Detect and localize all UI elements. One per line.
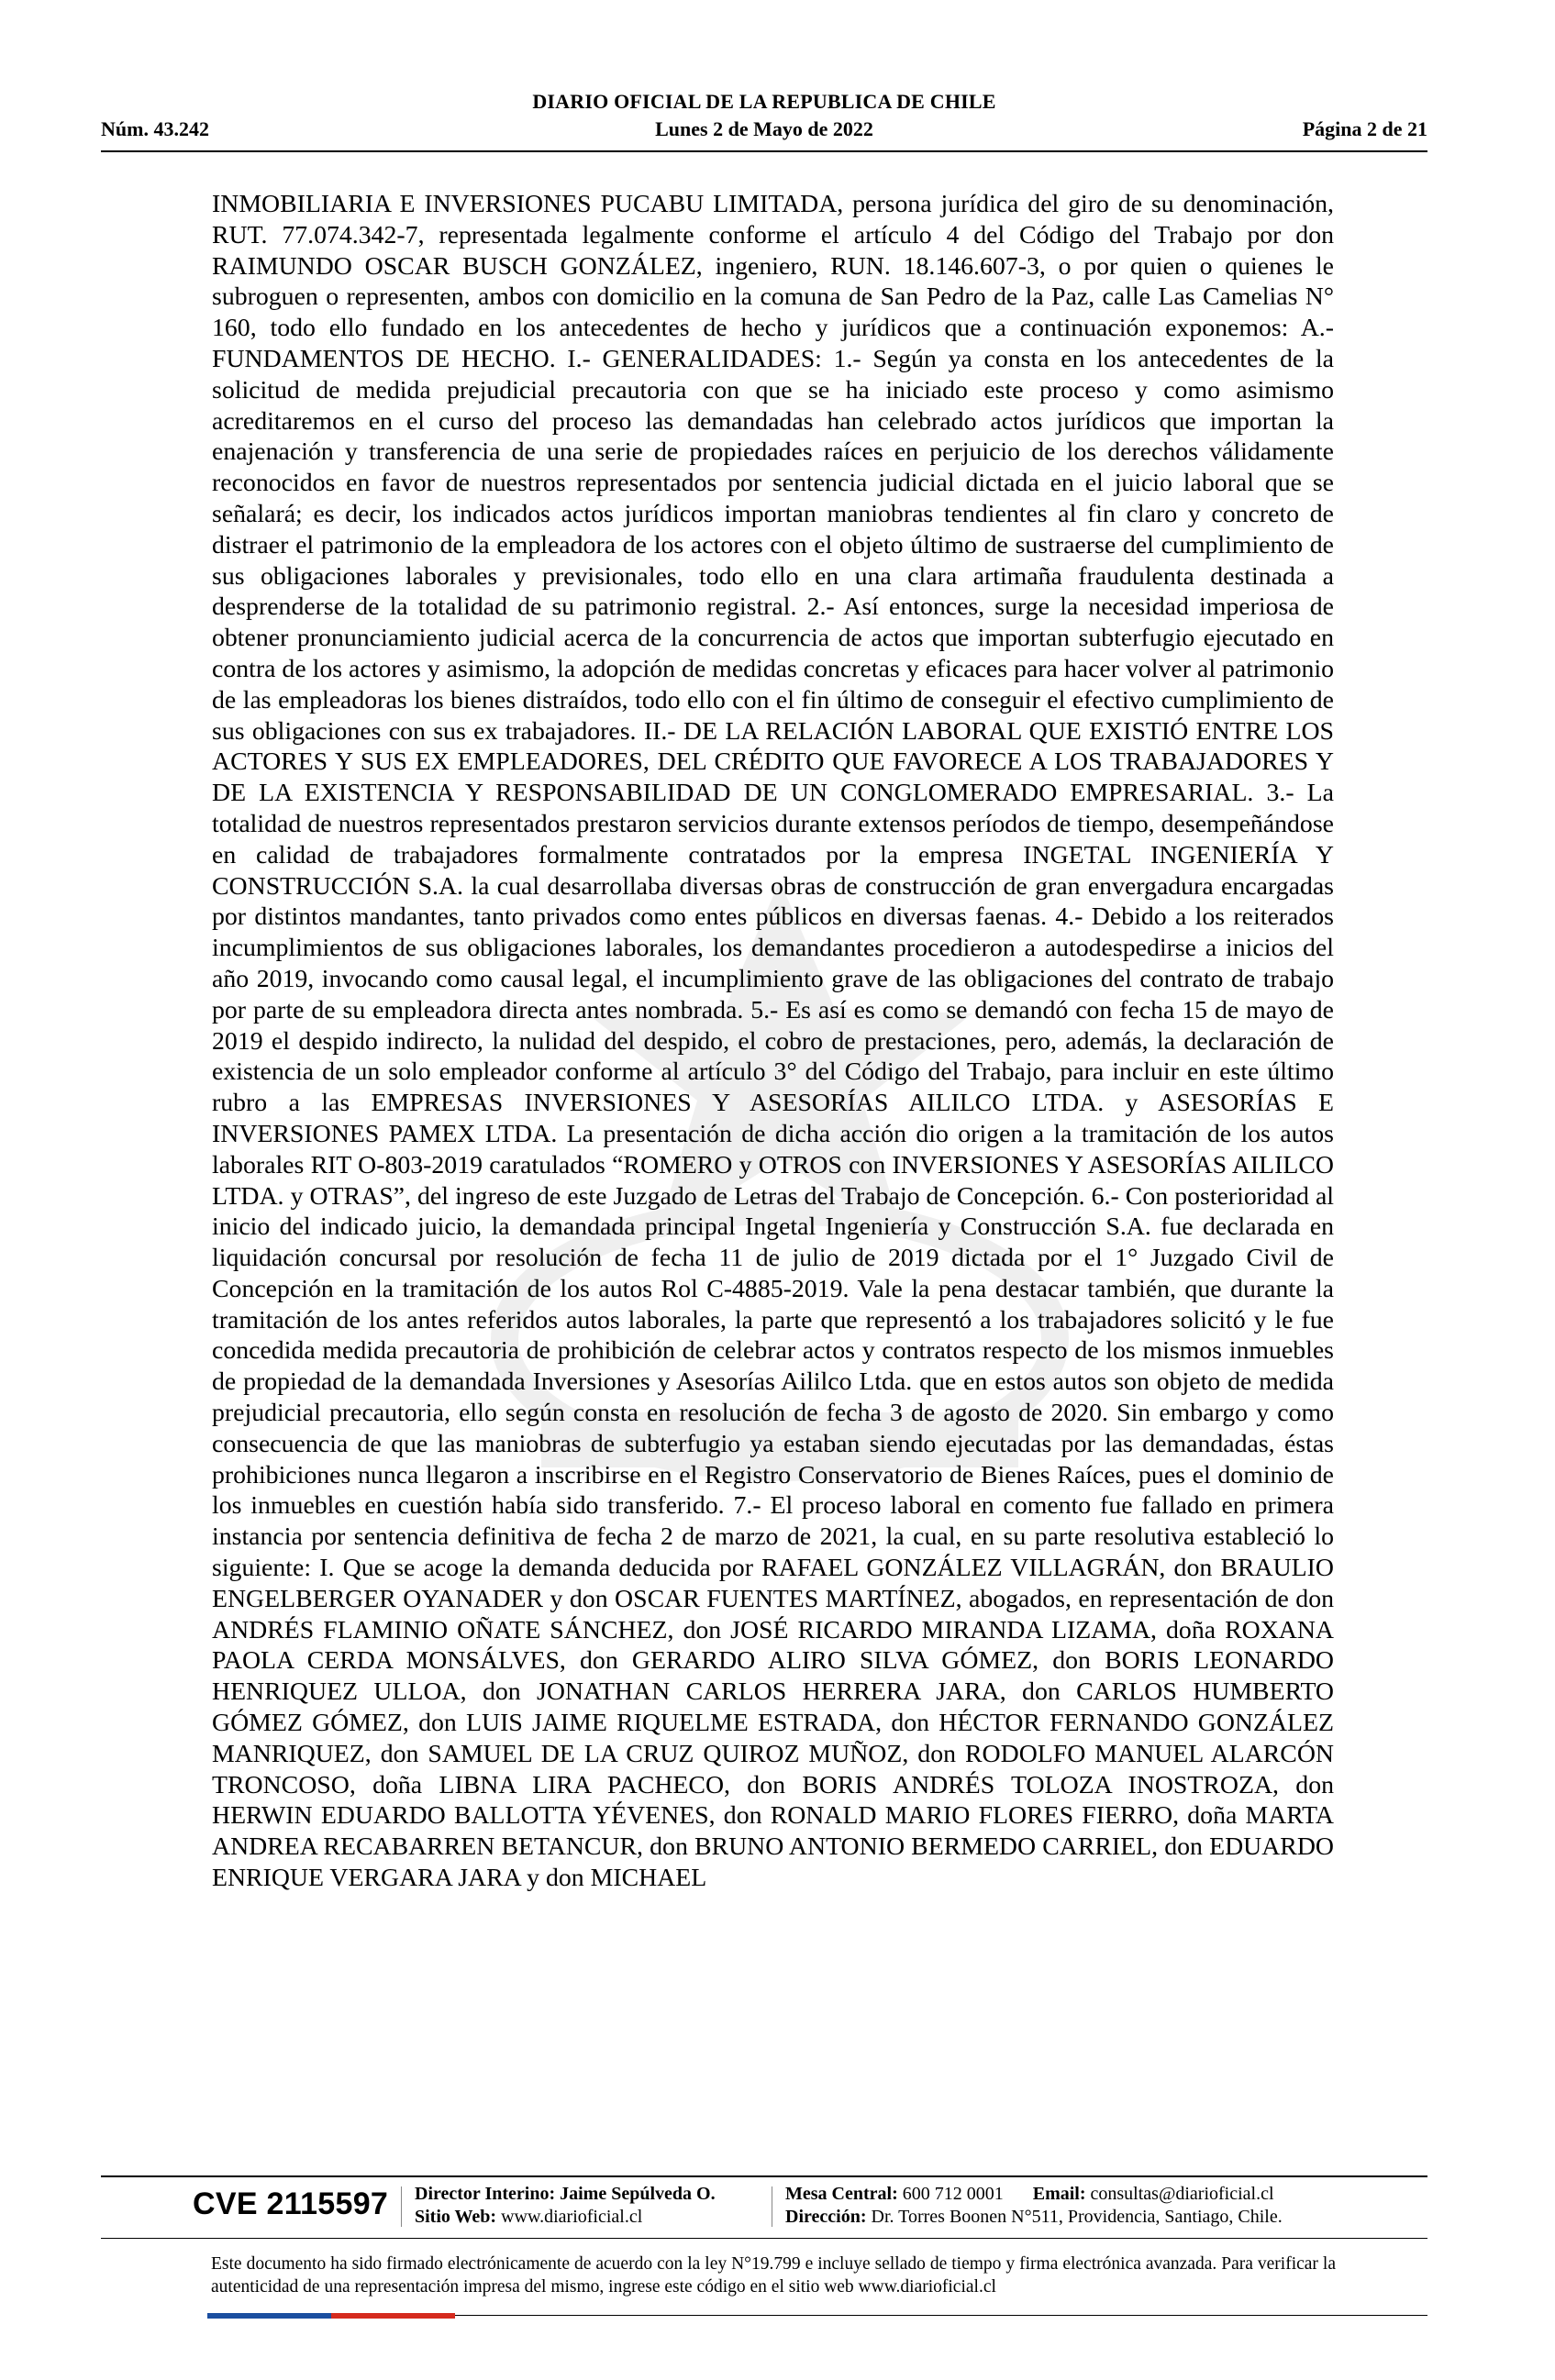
mesa-central-label: Mesa Central: (785, 2184, 898, 2204)
mesa-central-phone: 600 712 0001 (902, 2184, 1004, 2204)
cve-code: CVE 2115597 (193, 2186, 389, 2221)
footer-divider-top (101, 2175, 1427, 2177)
footer-divider-bottom (455, 2315, 1427, 2316)
header-divider (101, 150, 1427, 152)
issue-date: Lunes 2 de Mayo de 2022 (655, 117, 873, 140)
director-label: Director Interino: (415, 2184, 556, 2204)
document-body-text: INMOBILIARIA E INVERSIONES PUCABU LIMITADA, persona jurídica del giro de su denominación, RUT. 77.074.342-7, representada legalmente conforme el artículo 4 del Código del Trabajo por don RAIMUNDO OSCAR BUSCH GONZÁLEZ, ingeniero, RUN. 18.146.607-3, o por quien o quienes le subroguen o representen, ambos con domicilio en la comuna de San Pedro de la Paz, calle Las Camelias N° 160, todo ello fundado en los antecedentes de hecho y jurídicos que a continuación exponemos: A.- FUNDAMENTOS DE HECHO. I.- GENERALIDADES: 1.- Según ya consta en los antecedentes de la solicitud de medida prejudicial precautoria con que se ha iniciado este proceso y como asimismo acreditaremos en el curso del proceso las demandadas han celebrado actos jurídicos que importan la enajenación y transferencia de una serie de propiedades raíces en perjuicio de los derechos válidamente reconocidos en favor de nuestros representados por sentencia judicial dictada en el juicio laboral que se señalará; es decir, los indicados actos jurídicos importan maniobras tendientes al fin claro y concreto de distraer el patrimonio de la empleadora de los actores con el objeto último de sustraerse del cumplimiento de sus obligaciones laborales y previsionales, todo ello en una clara artimaña fraudulenta destinada a desprenderse de la totalidad de su patrimonio registral. 2.- Así entonces, surge la necesidad imperiosa de obtener pronunciamiento judicial acerca de la concurrencia de actos que importan subterfugio ejecutado en contra de los actores y asimismo, la adopción de medidas concretas y eficaces para hacer volver al patrimonio de las empleadoras los bienes distraídos, todo ello con el fin último de conseguir el efectivo cumplimiento de sus obligaciones con sus ex trabajadores. II.- DE LA RELACIÓN LABORAL QUE EXISTIÓ ENTRE LOS ACTORES Y SUS EX EMPLEADORES, DEL CRÉDITO QUE FAVORECE A LOS TRABAJADORES Y DE LA EXISTENCIA Y RESPONSABILIDAD DE UN CONGLOMERADO EMPRESARIAL. 3.- La totalidad de nuestros representados prestaron servicios durante extensos períodos de tiempo, desempeñándose en calidad de trabajadores formalmente contratados por la empresa INGETAL INGENIERÍA Y CONSTRUCCIÓN S.A. la cual desarrollaba diversas obras de construcción de gran envergadura encargadas por distintos mandantes, tanto privados como entes públicos en diversas faenas. 4.- Debido a los reiterados incumplimientos de sus obligaciones laborales, los demandantes procedieron a autodespedirse a inicios del año 2019, invocando como causal legal, el incumplimiento grave de las obligaciones del contrato de trabajo por parte de su empleadora directa antes nombrada. 5.- Es así es como se demandó con fecha 15 de mayo de 2019 el despido indirecto, la nulidad del despido, el cobro de prestaciones, pero, además, la declaración de existencia de un solo empleador conforme al artículo 3° del Código del Trabajo, para incluir en este último rubro a las EMPRESAS INVERSIONES Y ASESORÍAS AILILCO LTDA. y ASESORÍAS E INVERSIONES PAMEX LTDA. La presentación de dicha acción dio origen a la tramitación de los autos laborales RIT O-803-2019 caratulados “ROMERO y OTROS con INVERSIONES Y ASESORÍAS AILILCO LTDA. y OTRAS”, del ingreso de este Juzgado de Letras del Trabajo de Concepción. 6.- Con posterioridad al inicio del indicado juicio, la demandada principal Ingetal Ingeniería y Construcción S.A. fue declarada en liquidación concursal por resolución de fecha 11 de julio de 2019 dictada por el 1° Juzgado Civil de Concepción en la tramitación de los autos Rol C-4885-2019. Vale la pena destacar también, que durante la tramitación de los antes referidos autos laborales, la parte que representó a los trabajadores solicitó y le fue concedida medida precautoria de prohibición de celebrar actos y contratos respecto de los mismos inmuebles de propiedad de la demandada Inversiones y Asesorías Aililco Ltda. que en estos autos son objeto de medida prejudicial precautoria, ello según consta en resolución de fecha 3 de agosto de 2020. Sin embargo y como consecuencia de que las maniobras de subterfugio ya estaban siendo ejecutadas por las demandadas, éstas prohibiciones nunca llegaron a inscribirse en el Registro Conservatorio de Bienes Raíces, pues el dominio de los inmuebles en cuestión había sido transferido. 7.- El proceso laboral en comento fue fallado en primera instancia por sentencia definitiva de fecha 2 de marzo de 2021, la cual, en su parte resolutiva estableció lo siguiente: I. Que se acoge la demanda deducida por RAFAEL GONZÁLEZ VILLAGRÁN, don BRAULIO ENGELBERGER OYANADER y don OSCAR FUENTES MARTÍNEZ, abogados, en representación de don ANDRÉS FLAMINIO OÑATE SÁNCHEZ, don JOSÉ RICARDO MIRANDA LIZAMA, doña ROXANA PAOLA CERDA MONSÁLVES, don GERARDO ALIRO SILVA GÓMEZ, don BORIS LEONARDO HENRIQUEZ ULLOA, don JONATHAN CARLOS HERRERA JARA, don CARLOS HUMBERTO GÓMEZ GÓMEZ, don LUIS JAIME RIQUELME ESTRADA, don HÉCTOR FERNANDO GONZÁLEZ MANRIQUEZ, don SAMUEL DE LA CRUZ QUIROZ MUÑOZ, don RODOLFO MANUEL ALARCÓN TRONCOSO, doña LIBNA LIRA PACHECO, don BORIS ANDRÉS TOLOZA INOSTROZA, don HERWIN EDUARDO BALLOTTA YÉVENES, don RONALD MARIO FLORES FIERRO, doña MARTA ANDREA RECABARREN BETANCUR, don BRUNO ANTONIO BERMEDO CARRIEL, don EDUARDO ENRIQUE VERGARA JARA y don MICHAEL (212, 190, 1334, 1893)
website-label: Sitio Web: (415, 2207, 497, 2227)
flag-red-band (331, 2313, 455, 2319)
electronic-signature-note: Este documento ha sido firmado electrónicamente de acuerdo con la ley N°19.799 e incluye sellado de tiempo y firma electrónica avanzada. Para verificar la autenticidad de una representación impresa del mismo, ingrese este código en el sitio web www.diarioficial.cl (211, 2254, 1336, 2297)
footer-divider-middle (101, 2238, 1427, 2239)
address-value: Dr. Torres Boonen N°511, Providencia, Santiago, Chile. (871, 2207, 1283, 2227)
footer-director-block (415, 2183, 716, 2229)
flag-blue-band (207, 2313, 331, 2319)
email-link[interactable]: consultas@diarioficial.cl (1090, 2184, 1274, 2204)
website-link[interactable]: www.diarioficial.cl (501, 2207, 643, 2227)
address-label: Dirección: (785, 2207, 867, 2227)
director-name: Jaime Sepúlveda O. (560, 2184, 716, 2204)
email-label: Email: (1032, 2184, 1086, 2204)
page-indicator: Página 2 de 21 (1302, 117, 1427, 140)
page-header (101, 90, 1427, 147)
issue-number: Núm. 43.242 (101, 117, 209, 140)
chile-flag-stripe (207, 2313, 455, 2319)
footer-contact-block (785, 2183, 1283, 2229)
publication-title: DIARIO OFICIAL DE LA REPUBLICA DE CHILE (532, 90, 996, 113)
footer-separator-1 (401, 2186, 402, 2227)
